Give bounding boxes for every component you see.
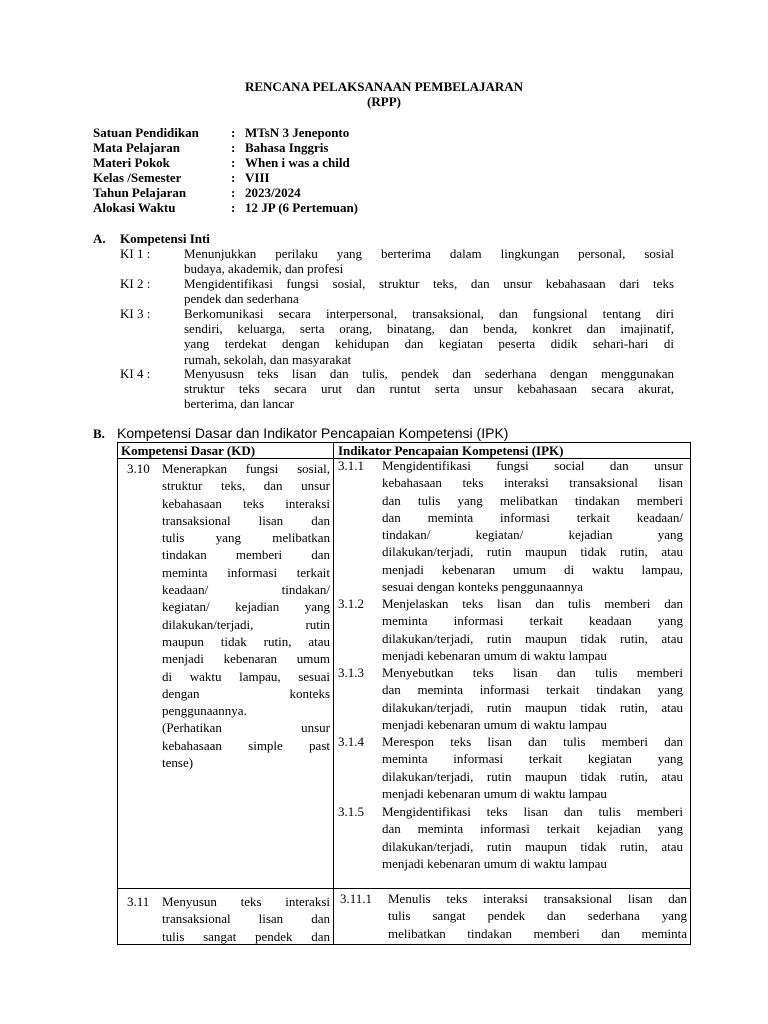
kd-line: penggunaannya. [162, 703, 247, 719]
ipk-line: menjadi kebenaran umum di waktu lampau, [382, 561, 683, 577]
info-colon: : [231, 140, 236, 155]
ki-line: berterima, dan lancar [184, 396, 295, 412]
info-colon: : [231, 170, 236, 185]
kd-line: Menerapkan fungsi sosial, [162, 461, 330, 476]
document-subtitle: (RPP) [367, 94, 401, 109]
kd-line: kegiatan/ kejadian yang [162, 599, 330, 615]
kd-line: kebahasaan teks interaksi [162, 495, 330, 511]
kd-line: keadaan/ tindakan/ [162, 582, 330, 598]
ipk-line: dilakukan/terjadi, rutin maupun tidak rutin, atau [382, 630, 683, 646]
info-colon: : [231, 155, 236, 170]
ki-label: KI 2 : [120, 276, 151, 291]
ipk-line: meminta informasi terkait kegiatan yang [382, 751, 683, 767]
ipk-line: Mengidentifikasi fungsi social dan unsur [382, 458, 683, 473]
info-label: Materi Pokok [93, 155, 170, 170]
ki-label: KI 3 : [120, 306, 151, 321]
ipk-line: dan meminta informasi terkait kejadian yang [382, 821, 683, 837]
kd-line: meminta informasi terkait [162, 564, 330, 580]
info-value: 12 JP (6 Pertemuan) [245, 200, 359, 215]
ki-line: Berkomunikasi secara interpersonal, transaksional, dan fungsional tentang diri [184, 306, 674, 321]
ipk-line: menjadi kebenaran umum di waktu lampau [382, 716, 607, 732]
ipk-line: dilakukan/terjadi, rutin maupun tidak rutin, atau [382, 544, 683, 560]
ki-line: sendiri, keluarga, serta orang, binatang, dan benda, konkret dan imajinatif, [184, 321, 674, 337]
kd-number: 3.11 [127, 894, 150, 909]
ipk-line: menjadi kebenaran umum di waktu lampau [382, 647, 607, 663]
ipk-line: dilakukan/terjadi, rutin maupun tidak rutin, atau [382, 699, 683, 715]
info-value: MTsN 3 Jeneponto [245, 125, 350, 140]
kd-line: di waktu lampau, sesuai [162, 668, 330, 684]
kd-line: tense) [162, 755, 194, 771]
ki-line: struktur teks secara urut dan runtut serta unsur kebahasaan secara akurat, [184, 381, 674, 397]
ipk-line: menjadi kebenaran umum di waktu lampau [382, 785, 607, 801]
ipk-line: tindakan/ kegiatan/ kejadian yang [382, 527, 683, 543]
ki-line: budaya, akademik, dan profesi [184, 261, 344, 277]
kd-line: transaksional lisan dan [162, 512, 330, 528]
info-row [93, 155, 358, 170]
info-label: Kelas /Semester [93, 170, 182, 185]
ki-line: rumah, sekolah, dan masyarakat [184, 351, 352, 367]
ipk-text [382, 664, 683, 733]
ipk-line: meminta informasi terkait keadaan yang [382, 613, 683, 629]
kd-line: dengan konteks [162, 685, 330, 701]
kd-text [162, 460, 330, 771]
info-label: Satuan Pendidikan [93, 125, 199, 140]
kd-line: tulis sangat pendek dan [162, 928, 330, 944]
kd-line: tulis yang melibatkan [162, 530, 330, 546]
info-row [93, 125, 358, 140]
section-a-letter: A. [93, 231, 106, 246]
kd-line: transaksional lisan dan [162, 911, 330, 927]
ipk-line: menjadi kebenaran umum di waktu lampau [382, 855, 607, 871]
kd-line: kebahasaan simple past [162, 737, 330, 753]
ipk-line: Menjelaskan teks lisan dan tulis memberi dan [382, 596, 683, 611]
ipk-text [382, 457, 683, 595]
ki-label: KI 1 : [120, 246, 151, 261]
section-a-title: Kompetensi Inti [120, 231, 210, 246]
info-value: VIII [245, 170, 270, 185]
ipk-text [382, 733, 683, 802]
ki-line: Menunjukkan perilaku yang berterima dalam lingkungan personal, sosial [184, 246, 674, 261]
kd-line: maupun tidak rutin, atau [162, 633, 330, 649]
kd-text [162, 893, 330, 945]
table-column-divider [333, 442, 334, 945]
ipk-number: 3.1.2 [338, 596, 364, 611]
kd-line: dilakukan/terjadi, rutin [162, 616, 330, 632]
ki-line: Mengidentifikasi fungsi sosial, struktur teks, dan unsur kebahasaan dari teks [184, 276, 674, 291]
ipk-line: Menulis teks interaksi transaksional lisan dan [388, 891, 687, 906]
info-row [93, 170, 358, 185]
kd-line: menjadi kebenaran umum [162, 651, 330, 667]
kd-line: tindakan memberi dan [162, 547, 330, 563]
kd-number: 3.10 [127, 461, 150, 476]
ipk-line: Merespon teks lisan dan tulis memberi dan [382, 734, 683, 749]
ipk-line: Mengidentifikasi teks lisan dan tulis memberi [382, 804, 683, 819]
info-colon: : [231, 185, 236, 200]
info-colon: : [231, 200, 236, 215]
info-row [93, 200, 358, 215]
ipk-line: sesuai dengan konteks penggunaannya [382, 579, 584, 595]
ki-text [184, 306, 674, 367]
ipk-number: 3.1.5 [338, 804, 364, 819]
kd-line: (Perhatikan unsur [162, 720, 330, 736]
table-border-left [117, 442, 118, 945]
kd-line: struktur teks, dan unsur [162, 478, 330, 494]
identity-block [93, 125, 358, 215]
info-value: 2023/2024 [245, 185, 301, 200]
ipk-line: dilakukan/terjadi, rutin maupun tidak rutin, atau [382, 838, 683, 854]
info-row [93, 140, 358, 155]
info-label: Mata Pelajaran [93, 140, 181, 155]
ipk-line: dilakukan/terjadi, rutin maupun tidak rutin, atau [382, 768, 683, 784]
ipk-number: 3.1.3 [338, 665, 364, 680]
section-b-title: Kompetensi Dasar dan Indikator Pencapaian Kompetensi (IPK) [117, 425, 509, 441]
ipk-text [382, 595, 683, 664]
ki-text [184, 366, 674, 412]
info-label: Tahun Pelajaran [93, 185, 187, 200]
ipk-line: kebahasaan teks interaksi transaksional lisan [382, 475, 683, 491]
ipk-line: tulis sangat pendek dan sederhana yang [388, 908, 687, 924]
table-border-right [690, 442, 691, 945]
info-row [93, 185, 358, 200]
info-colon: : [231, 125, 236, 140]
ipk-number: 3.11.1 [340, 891, 373, 906]
table-row-divider [117, 888, 691, 889]
ipk-line: dan tulis yang melibatkan tindakan memberi [382, 492, 683, 508]
info-value: When i was a child [245, 155, 350, 170]
section-a-heading [93, 231, 210, 247]
ki-line: yang terdekat dengan kehidupan dan kegiatan peserta didik sehari-hari di [184, 336, 674, 352]
ki-text [184, 276, 674, 306]
ki-line: pendek dan sederhana [184, 291, 299, 307]
ki-text [184, 246, 674, 276]
ipk-number: 3.1.1 [338, 458, 364, 473]
ipk-line: melibatkan tindakan memberi dan meminta [388, 925, 687, 941]
ipk-line: dan meminta informasi terkait keadaan/ [382, 509, 683, 525]
table-header-kd: Kompetensi Dasar (KD) [121, 443, 256, 458]
ipk-text [382, 803, 683, 872]
info-label: Alokasi Waktu [93, 200, 176, 215]
document-title: RENCANA PELAKSANAAN PEMBELAJARAN [244, 79, 524, 94]
ki-label: KI 4 : [120, 366, 151, 381]
ipk-line: Menyebutkan teks lisan dan tulis memberi [382, 665, 683, 680]
kd-line: Menyusun teks interaksi [162, 894, 330, 909]
ipk-text [388, 890, 687, 942]
ipk-line: dan meminta informasi terkait tindakan yang [382, 682, 683, 698]
section-b-heading [93, 425, 508, 443]
ki-line: Menyususn teks lisan dan tulis, pendek dan sederhana dengan menggunakan [184, 366, 674, 381]
info-value: Bahasa Inggris [245, 140, 329, 155]
section-b-letter: B. [93, 426, 105, 441]
table-header-ipk: Indikator Pencapaian Kompetensi (IPK) [338, 443, 564, 458]
ipk-number: 3.1.4 [338, 734, 364, 749]
